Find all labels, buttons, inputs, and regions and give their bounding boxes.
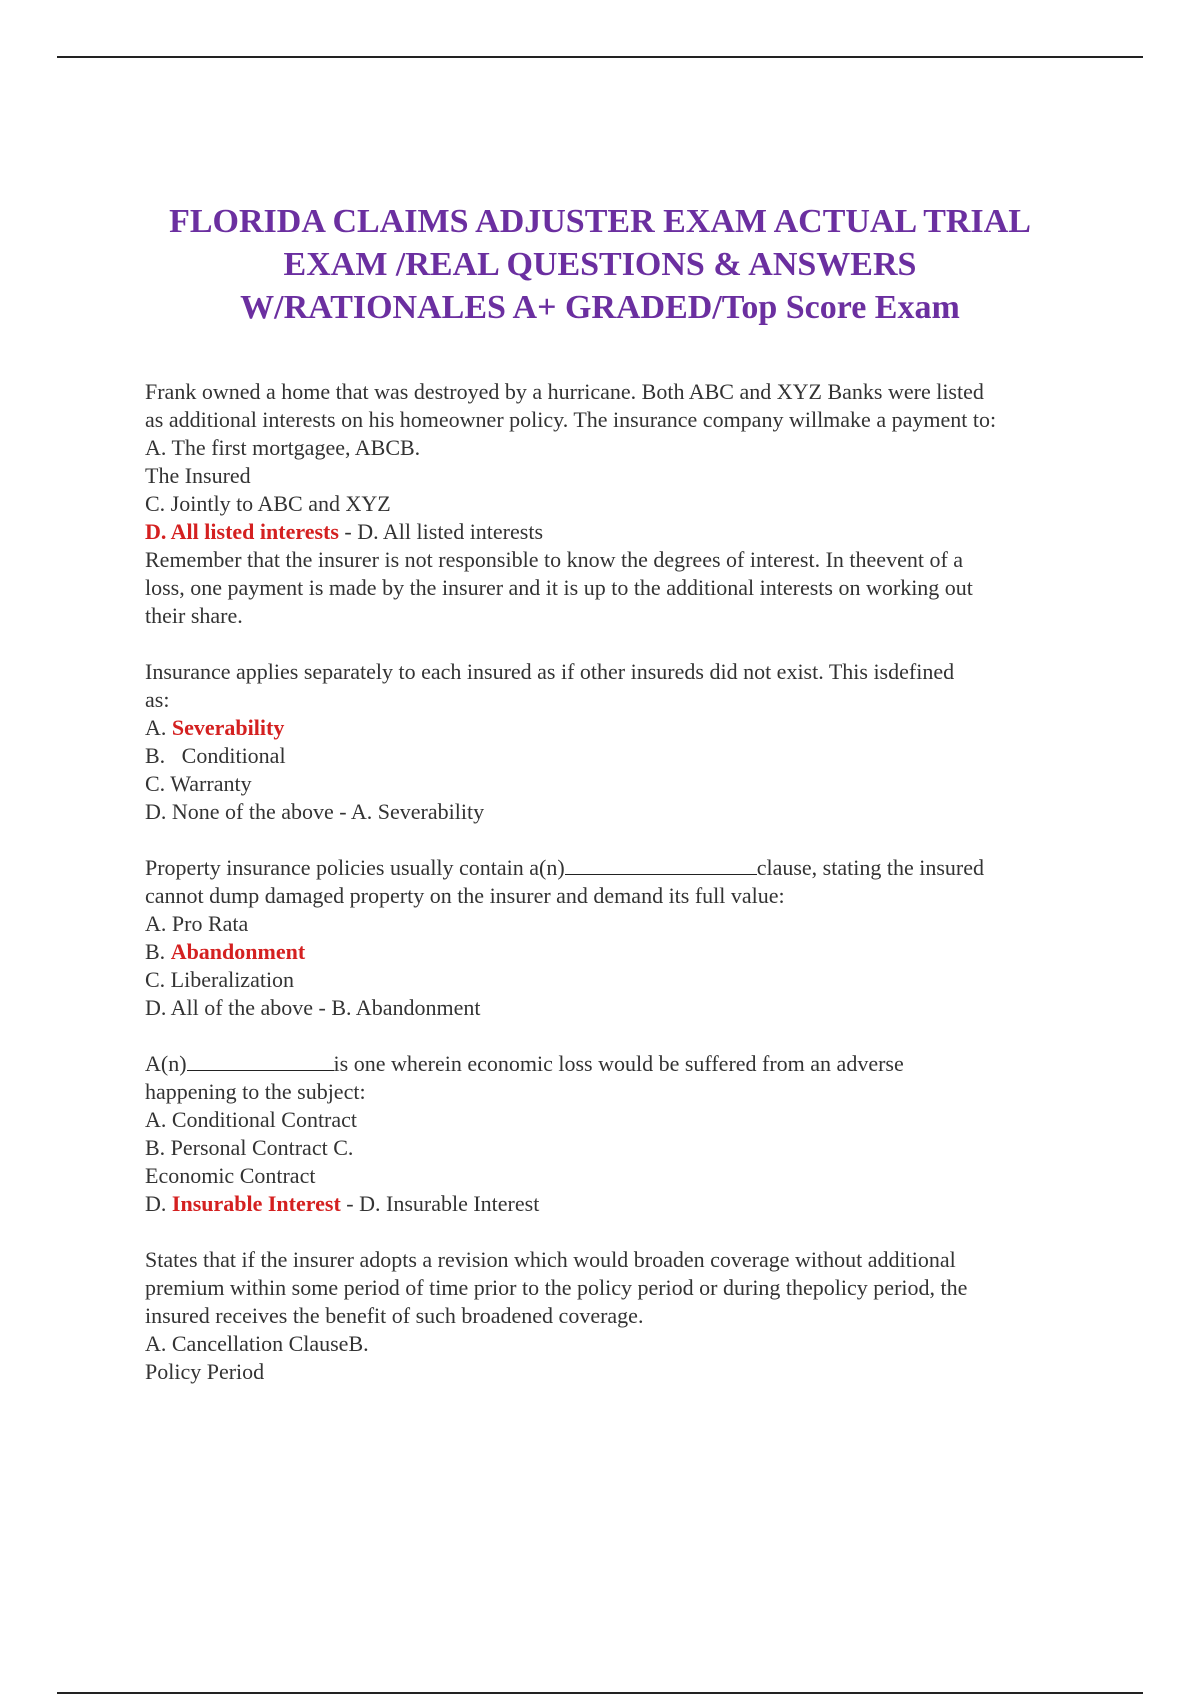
question-text-part: A(n) [145,1051,187,1076]
correct-answer-highlight: D. All listed interests [145,519,339,544]
option-text: Policy Period [145,1359,265,1384]
question-block [145,378,1105,630]
question-text: happening to the subject: [145,1079,366,1104]
questions-body [145,378,1105,1414]
question-text [145,1050,1105,1078]
question-text: cannot dump damaged property on the insurer and demand its full value: [145,883,785,908]
answer-text: - D. All listed interests [338,519,544,544]
question-block [145,1050,1105,1218]
option-text: The Insured [145,463,251,488]
question-block [145,1246,1105,1386]
option-prefix: B. [145,939,171,964]
title-line: FLORIDA CLAIMS ADJUSTER EXAM ACTUAL TRIAL [169,203,1031,240]
option-text: Economic Contract [145,1163,316,1188]
correct-answer-highlight: Abandonment [170,939,306,964]
question-text: premium within some period of time prior to the policy period or during thepolicy period, the [145,1275,968,1300]
answer-line [145,518,1105,546]
fill-in-blank [187,1050,334,1071]
rationale-text: Remember that the insurer is not responsible to know the degrees of interest. In theevent of a [145,547,964,572]
question-block [145,854,1105,1022]
option-text: C. Warranty [145,771,252,796]
question-block [145,658,1105,826]
correct-answer-highlight: Insurable Interest [171,1191,341,1216]
document-title [60,200,1140,329]
option-text: A. Cancellation ClauseB. [145,1331,369,1356]
title-line: W/RATIONALES A+ GRADED/Top Score Exam [240,289,960,326]
question-text-part: is one wherein economic loss would be suffered from an adverse [333,1051,904,1076]
option-text: B. Conditional [145,743,286,768]
option-text [145,714,1105,742]
answer-text: - D. Insurable Interest [340,1191,540,1216]
fill-in-blank [565,854,757,875]
question-text: States that if the insurer adopts a revision which would broaden coverage without additional [145,1247,956,1272]
option-text [145,938,1105,966]
question-text: as additional interests on his homeowner policy. The insurance company willmake a payment to: [145,407,997,432]
option-prefix: D. [145,1191,172,1216]
question-text-part: Property insurance policies usually contain a(n) [145,855,565,880]
question-text: insured receives the benefit of such broadened coverage. [145,1303,644,1328]
option-text: A. Conditional Contract [145,1107,358,1132]
rationale-text: loss, one payment is made by the insurer and it is up to the additional interests on working out [145,575,973,600]
question-text: Insurance applies separately to each insured as if other insureds did not exist. This isdefined [145,659,955,684]
question-text-part: clause, stating the insured [756,855,984,880]
header-rule [57,56,1143,58]
option-text: A. The first mortgagee, ABCB. [145,435,421,460]
question-text: Frank owned a home that was destroyed by a hurricane. Both ABC and XYZ Banks were listed [145,379,984,404]
title-line: EXAM /REAL QUESTIONS & ANSWERS [283,246,917,283]
footer-rule [57,1692,1143,1694]
option-prefix: A. [145,715,172,740]
option-text: B. Personal Contract C. [145,1135,354,1160]
correct-answer-highlight: Severability [171,715,285,740]
answer-line [145,1190,1105,1218]
question-text [145,854,1105,882]
answer-text: D. All of the above - B. Abandonment [145,995,481,1020]
option-text: C. Liberalization [145,967,295,992]
option-text: A. Pro Rata [145,911,249,936]
answer-text: D. None of the above - A. Severability [145,799,485,824]
rationale-text: their share. [145,603,243,628]
option-text: C. Jointly to ABC and XYZ [145,491,391,516]
question-text: as: [145,687,170,712]
